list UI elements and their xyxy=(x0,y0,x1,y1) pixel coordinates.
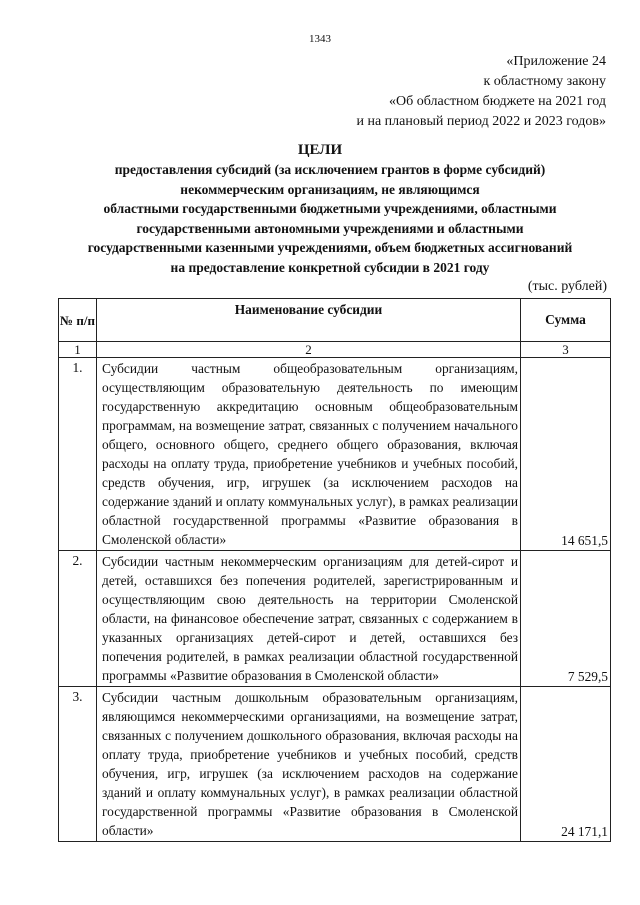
appendix-line: к областному закону xyxy=(483,74,606,89)
subsidy-amount: 24 171,1 xyxy=(521,687,611,842)
subtitle-line: предоставления субсидий (за исключением грантов в форме субсидий) xyxy=(114,162,546,177)
header-num: № п/п xyxy=(59,299,97,342)
column-index: 1 xyxy=(59,342,97,358)
header-sum: Сумма xyxy=(521,299,611,342)
appendix-line: «Приложение 24 xyxy=(506,54,606,69)
document-title: ЦЕЛИ xyxy=(297,142,343,158)
column-index: 2 xyxy=(97,342,521,358)
document-subtitle xyxy=(50,160,610,277)
table-row xyxy=(59,358,611,551)
subsidy-description: Субсидии частным некоммерческим организациям для детей-сирот и детей, оставшихся без попечения родителей, зарегистрированным и осуществляющим свою деятельность на территории Смоленской области, на финансовое обеспечение затрат, связанных с содержанием в указанных организациях детей-сирот и детей, оставшихся без попечения родителей, в рамках реализации областной государственной программы «Развитие образования в Смоленской области» xyxy=(97,551,521,687)
subtitle-line: государственными казенными учреждениями, объем бюджетных ассигнований xyxy=(87,240,573,255)
row-number: 3. xyxy=(59,687,97,842)
subtitle-line: некоммерческим организациям, не являющимся xyxy=(180,181,480,197)
column-index-row xyxy=(59,342,611,358)
subsidy-description: Субсидии частным дошкольным образовательным организациям, являющимся некоммерческими организациями, на возмещение затрат, связанных с получением дошкольного образования, включая расходы на оплату труда, приобретение учебников и учебных пособий, средств обучения, игр, игрушек (за исключением расходов на содержание зданий и оплату коммунальных услуг), в рамках реализации областной государственной программы «Развитие образования в Смоленской области» xyxy=(97,687,521,842)
column-index: 3 xyxy=(521,342,611,358)
table-header-row xyxy=(59,299,611,342)
table-row xyxy=(59,687,611,842)
subsidies-table xyxy=(58,298,611,842)
row-number: 1. xyxy=(59,358,97,551)
units-label: (тыс. рублей) xyxy=(527,279,607,294)
header-name: Наименование субсидии xyxy=(97,299,521,342)
subsidy-description: Субсидии частным общеобразовательным организациям, осуществляющим образовательную деятельность по имеющим государственную аккредитацию основным общеобразовательным программам, на возмещение затрат, связанных с получением начального общего, основного общего, среднего общего образования, включая расходы на оплату труда, приобретение учебников и учебных пособий, средств обучения, игр, игрушек (за исключением расходов на содержание зданий и оплату коммунальных услуг), в рамках реализации областной государственной программы «Развитие образования в Смоленской области» xyxy=(97,358,521,551)
table-row xyxy=(59,551,611,687)
subtitle-line: областными государственными бюджетными учреждениями, областными xyxy=(103,201,557,216)
subsidy-amount: 7 529,5 xyxy=(521,551,611,687)
appendix-header xyxy=(356,52,606,132)
page-number: 1343 xyxy=(309,33,331,45)
subtitle-line: государственными автономными учреждениями и областными xyxy=(136,220,524,236)
appendix-line: «Об областном бюджете на 2021 год xyxy=(389,94,606,109)
appendix-line: и на плановый период 2022 и 2023 годов» xyxy=(356,114,606,129)
subsidy-amount: 14 651,5 xyxy=(521,358,611,551)
subtitle-line: на предоставление конкретной субсидии в 2021 году xyxy=(170,259,490,275)
row-number: 2. xyxy=(59,551,97,687)
